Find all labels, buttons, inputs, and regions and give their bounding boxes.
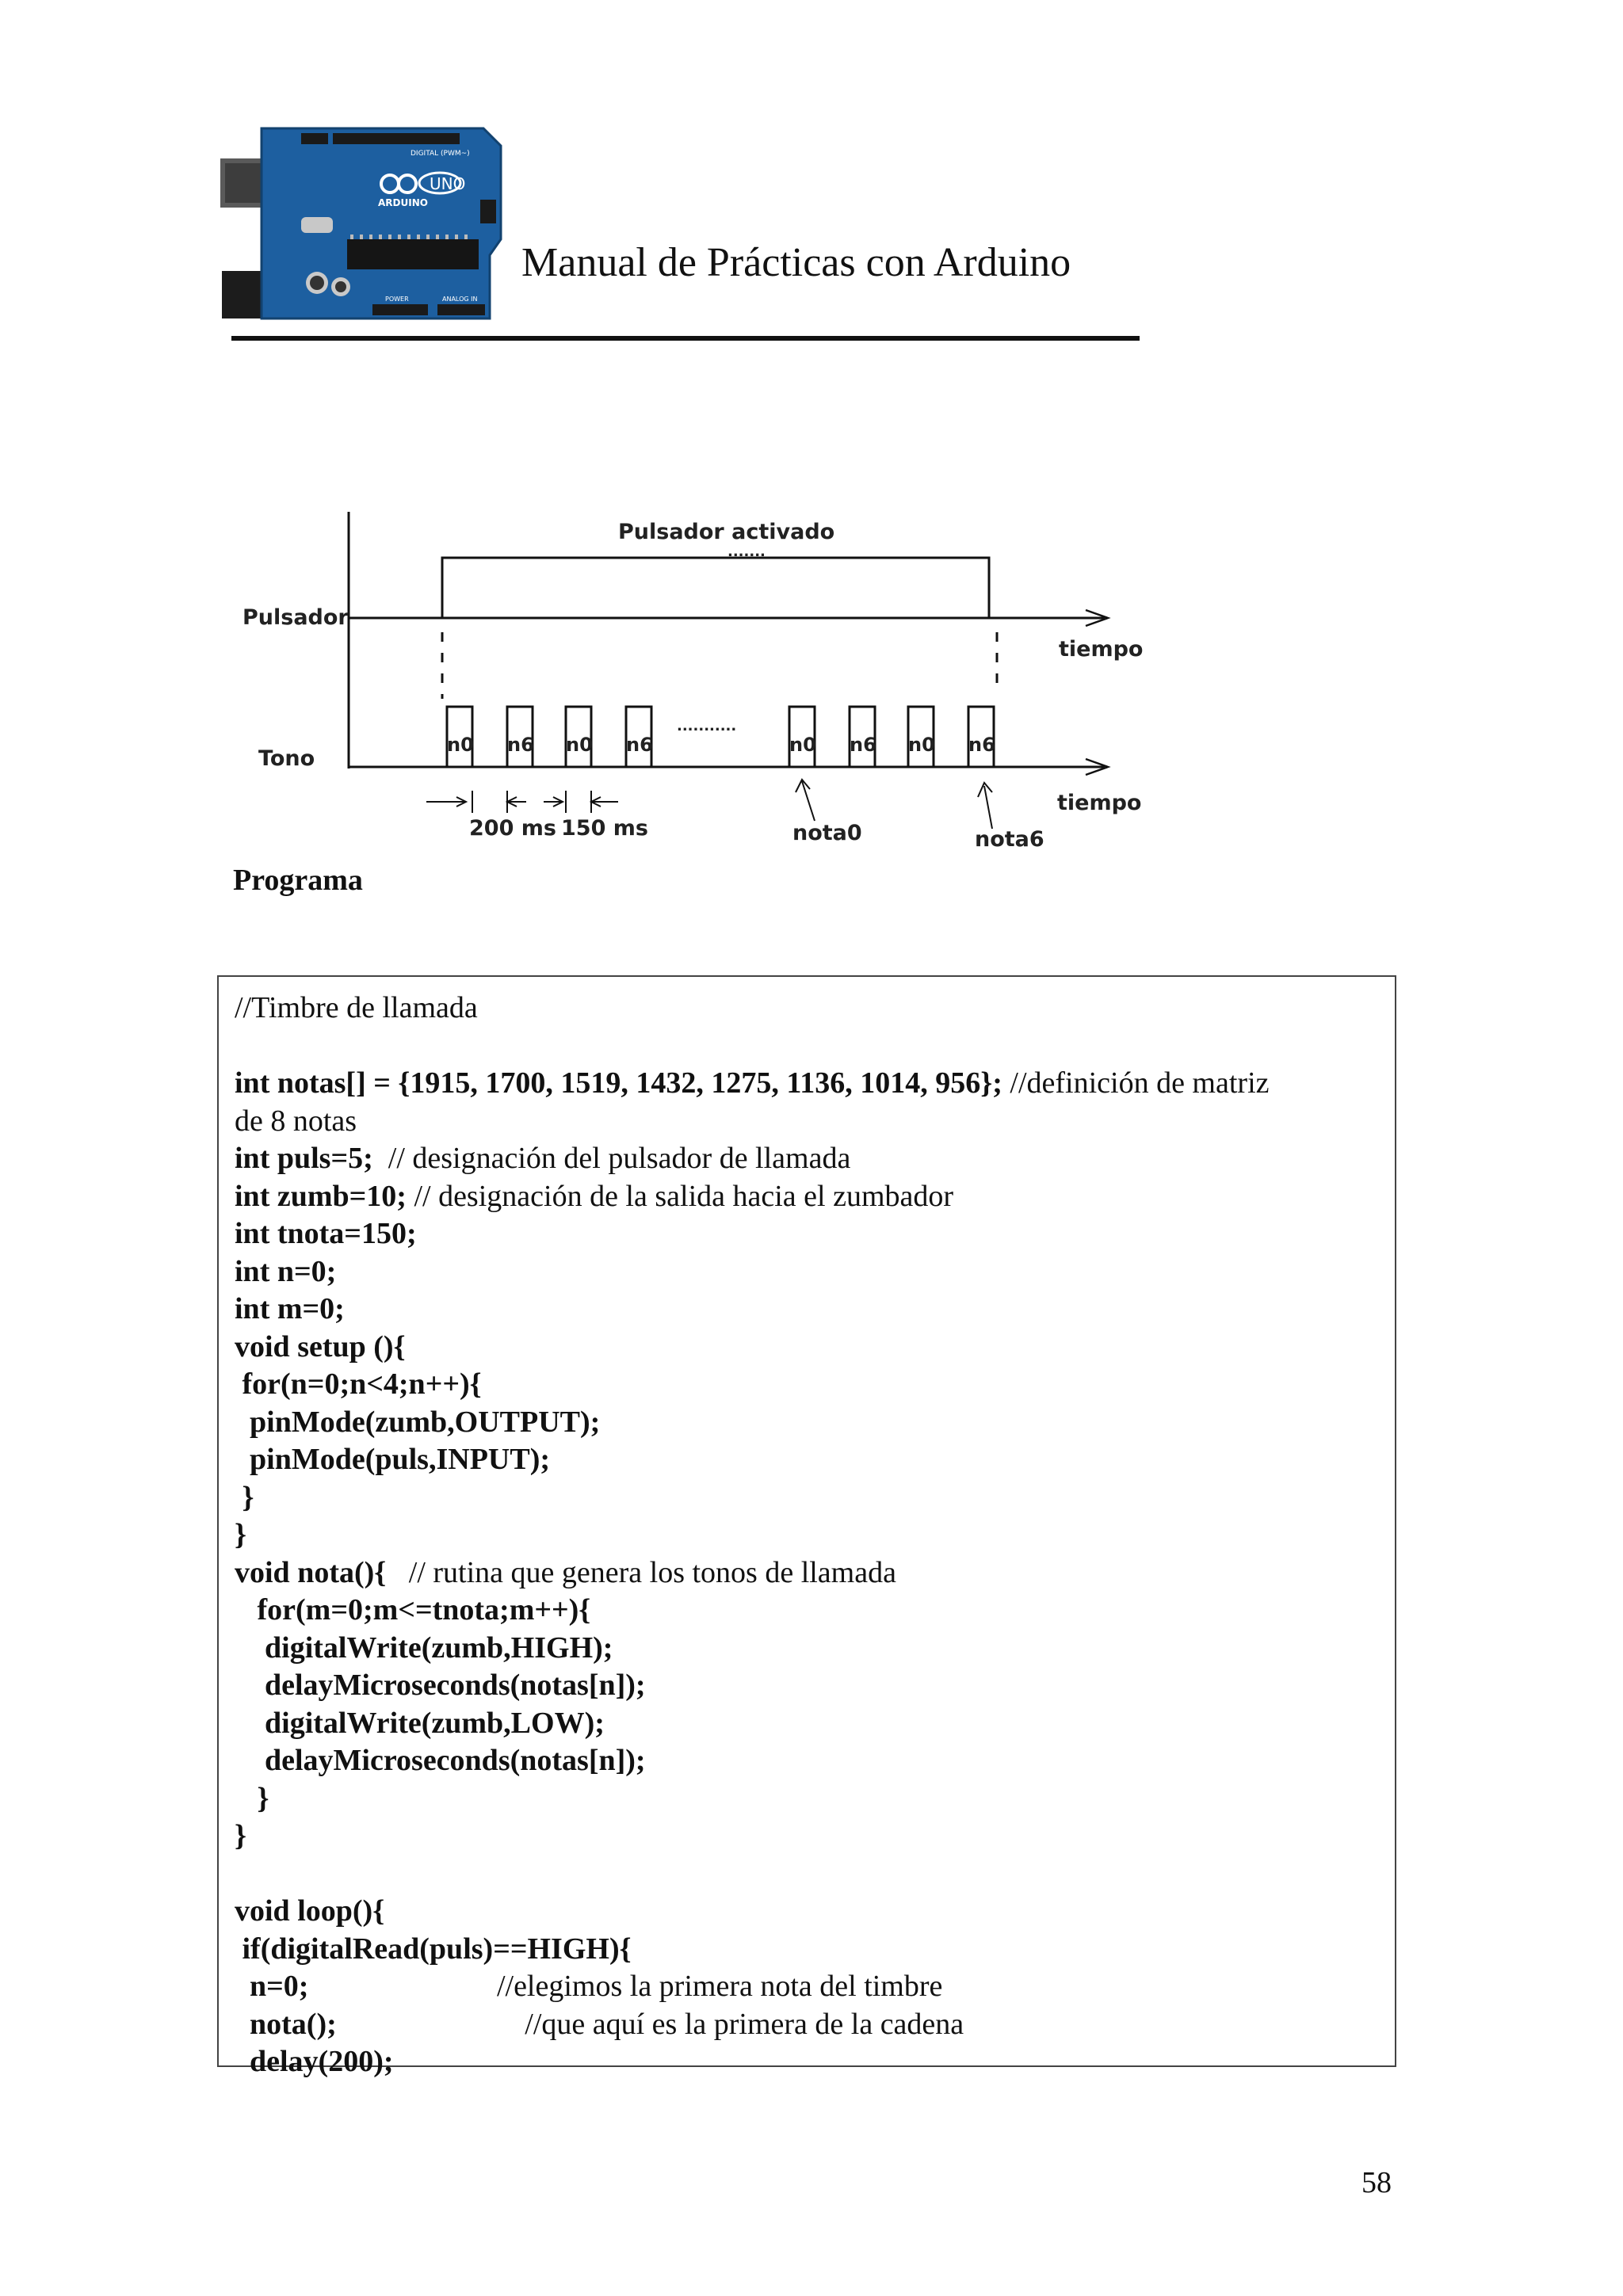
tiempo-label-top: tiempo (1059, 637, 1144, 662)
code-statement: n=0; (235, 1970, 309, 2003)
pulse-label: n0 (447, 734, 474, 756)
nota0-label: nota0 (792, 821, 862, 845)
code-line (235, 1670, 646, 1700)
pulsador-signal (442, 558, 989, 618)
code-statement: delay(200); (235, 2045, 394, 2078)
timing-diagram (230, 504, 1149, 862)
header-divider (231, 336, 1140, 341)
code-line (235, 1971, 942, 2001)
board-brand-label: ARDUINO (378, 197, 428, 208)
board-model-label: UNO (430, 174, 466, 193)
code-line (235, 1896, 384, 1926)
code-line (235, 1369, 482, 1399)
pulse-label: n6 (507, 734, 534, 756)
arduino-board-image (214, 120, 515, 325)
code-statement: for(m=0;m<=tnota;m++){ (235, 1593, 591, 1627)
code-line (235, 1254, 337, 1288)
tiempo-label-bottom: tiempo (1057, 791, 1142, 815)
code-statement: void nota(){ (235, 1555, 387, 1589)
code-line (235, 1821, 246, 1851)
code-statement: } (235, 1480, 254, 1514)
board-power-label: POWER (385, 296, 409, 303)
nota6-arrow (978, 783, 992, 829)
code-statement: if(digitalRead(puls)==HIGH){ (235, 1932, 632, 1966)
code-line (235, 1520, 246, 1550)
code-statement: int m=0; (235, 1292, 345, 1325)
code-statement: int tnota=150; (235, 1217, 417, 1250)
code-line (235, 1934, 632, 1964)
code-line (235, 1143, 850, 1173)
code-statement: for(n=0;n<4;n++){ (235, 1367, 482, 1401)
code-line (235, 1068, 1270, 1098)
pulse-label: n6 (850, 734, 876, 756)
code-line (235, 1708, 605, 1738)
code-statement: void loop(){ (235, 1894, 385, 1928)
code-comment: // designación del pulsador de llamada (372, 1142, 851, 1175)
duration-200ms-label: 200 ms (469, 816, 556, 841)
pulse-label: n0 (566, 734, 593, 756)
code-statement: pinMode(puls,INPUT); (235, 1443, 550, 1476)
code-statement: } (235, 1518, 246, 1551)
code-statement: } (235, 1819, 246, 1852)
code-statement: void setup (){ (235, 1329, 406, 1363)
board-analog-label: ANALOG IN (442, 296, 478, 303)
pulse-label: n6 (968, 734, 995, 756)
code-comment: //Timbre de llamada (235, 991, 478, 1024)
page-number: 58 (1361, 2166, 1392, 2199)
pulse-label: n6 (626, 734, 653, 756)
code-line (235, 1783, 269, 1814)
code-line (235, 993, 478, 1023)
board-digital-label: DIGITAL (PWM~) (411, 150, 470, 158)
continuation-dots-top: ....... (727, 543, 766, 560)
duration-150ms-label: 150 ms (561, 816, 648, 841)
nota6-label: nota6 (975, 827, 1044, 852)
code-comment: //definición de matriz (1002, 1066, 1270, 1100)
code-line (235, 1181, 953, 1211)
code-line (235, 1106, 357, 1136)
code-line (235, 1595, 590, 1625)
code-line (235, 1294, 345, 1324)
code-statement: int n=0; (235, 1254, 337, 1288)
code-line (235, 1444, 550, 1474)
code-comment: // designación de la salida hacia el zumbador (406, 1179, 954, 1213)
code-line (235, 1482, 254, 1512)
pulse-label: n0 (789, 734, 816, 756)
code-line (235, 1555, 896, 1589)
section-heading: Programa (233, 864, 363, 897)
code-comment: // rutina que genera los tonos de llamada (386, 1555, 896, 1589)
code-statement: digitalWrite(zumb,HIGH); (235, 1630, 613, 1665)
duration-markers (426, 791, 618, 813)
code-line (235, 1745, 646, 1775)
code-line (235, 1219, 417, 1249)
code-comment: //que aquí es la primera de la cadena (336, 2007, 964, 2041)
manual-title: Manual de Prácticas con Arduino (521, 240, 1071, 285)
pulsador-activado-label: Pulsador activado (618, 520, 835, 544)
tono-label: Tono (258, 746, 315, 771)
code-line (235, 1630, 613, 1665)
code-statement: delayMicroseconds(notas[n]); (235, 1669, 646, 1702)
code-line (235, 2046, 394, 2077)
code-comment: //elegimos la primera nota del timbre (308, 1970, 943, 2003)
code-statement: nota(); (235, 2007, 337, 2041)
code-line (235, 1329, 406, 1363)
pulse-label: n0 (908, 734, 935, 756)
code-line (235, 1407, 600, 1437)
code-statement: delayMicroseconds(notas[n]); (235, 1744, 646, 1777)
continuation-dots-mid: ........... (677, 718, 737, 734)
code-statement: int zumb=10; (235, 1179, 407, 1213)
code-statement: } (235, 1781, 269, 1815)
code-statement: pinMode(zumb,OUTPUT); (235, 1405, 601, 1439)
code-comment: de 8 notas (235, 1104, 357, 1138)
code-statement: digitalWrite(zumb,LOW); (235, 1706, 605, 1740)
code-listing (217, 975, 1396, 2078)
code-statement: int puls=5; (235, 1142, 373, 1175)
code-statement: int notas[] = {1915, 1700, 1519, 1432, 1275, 1136, 1014, 956}; (235, 1066, 1002, 1100)
pulsador-label: Pulsador (242, 605, 349, 630)
code-line (235, 2009, 964, 2039)
nota0-arrow (796, 780, 815, 821)
